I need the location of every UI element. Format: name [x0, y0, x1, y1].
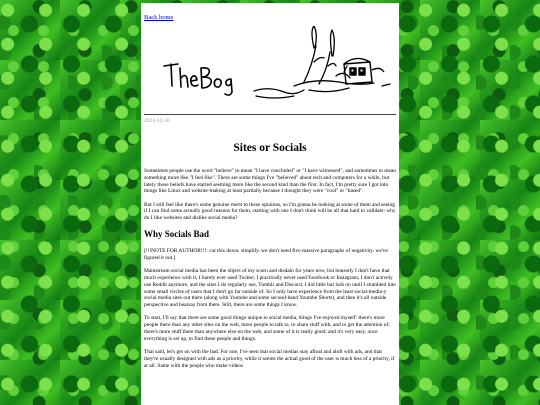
author-note-paragraph: [!!!NOTE FOR AUTHOR!!!: cut this down. simplify. we don't need five massive paragraphs of negativity. we've figured it out.] — [144, 248, 388, 261]
intro-paragraph: But I still feel like there's some genuine merit to these opinions, so I'm gonna be looking at some of them and seeing if I can find some actually good reasons for them, starting with one I don't think will be all that hard to validate: why do I like websites and dislike social media? — [144, 201, 396, 222]
banner-divider — [144, 114, 396, 115]
body-paragraph: Mainstream social media has been the object of my scorn and disdain for years now, but honestly I don't have that much experience with it; I barely ever used Twitter, I practically never used Facebook or Instagram, I don't actively use Reddit anymore, and the sites I do regularly use, Tumblr and Discord, I did little but lurk on until I stumbled into some small circles of users that I don't go far outside of. So I only have experience from the least social-media-y social media sites out there (along with Youtube and some second-hand Youtube Shorts), and then it's all outside perspective and hearsay from there. Still, there are some things I know. — [144, 268, 396, 309]
body-paragraph: That said, let's get on with the bad. For one, I've seen that social medias stay afloat and aloft with ads, and that they're usually designed with ads as a priority, while it seems the actual good of the user is much less of a priority, if at all. Same with the people who make videos — [144, 349, 395, 369]
page-container — [141, 3, 399, 405]
banner-logo — [164, 64, 232, 95]
section-heading: Why Socials Bad — [144, 229, 210, 240]
body-paragraph: To start, I'll say that there are some good things unique to social media, things I've enjoyed myself: there's more people there than any other sites on the web, more people to talk to, to share stuff with, and to get the attention of; there's more stuff there than anywhere else on the web, and some of it is really good; and it's very easy, once everything is set up, to find these people and things. — [144, 315, 390, 342]
post-title: Sites or Socials — [233, 142, 307, 154]
intro-paragraph: Sometimes people use the word "believe" to mean "I have concluded" or "I have witnessed", and sometimes to mean something more like "I feel like". There are some things I've "believed" about tech and computers for a while, but lately those beliefs have started seeming more like the second kind than the first. In fact, I'm pretty sure I got into things like Linux and website-making at least partially because I thought they were "cool" or "based". — [144, 168, 396, 195]
bog-creature-doodle — [344, 58, 384, 84]
back-home-link[interactable]: Back home — [144, 14, 174, 21]
post-date: 2024-12-30 — [144, 118, 170, 124]
site-banner — [144, 26, 396, 106]
